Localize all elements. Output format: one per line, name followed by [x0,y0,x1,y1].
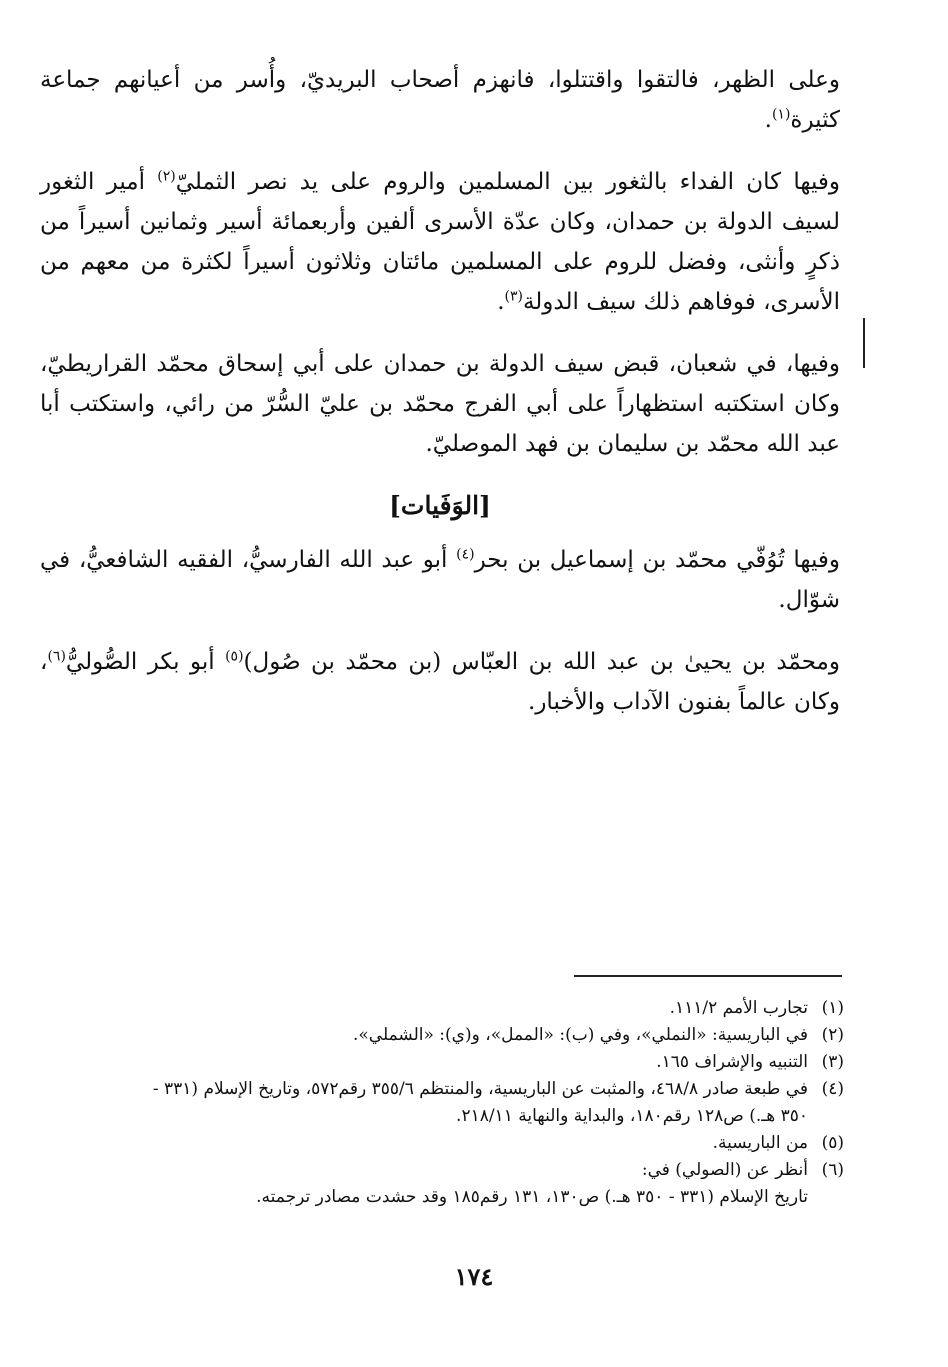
footnote-text: في طبعة صادر ٤٦٨/٨، والمثبت عن الباريسية، والمنتظم ٣٥٥/٦ رقم٥٧٢، وتاريخ الإسلام (٣٣١ - [152,1079,808,1099]
footnotes [40,995,844,1211]
footnote-ref: (٦) [47,648,66,665]
footnote-ref: (٥) [225,648,244,665]
footnote-number: (٤) [821,1079,844,1099]
footnote-continuation: تاريخ الإسلام (٣٣١ - ٣٥٠ هـ.) ص١٣٠، ١٣١ رقم١٨٥ وقد حشدت مصادر ترجمته. [256,1187,808,1207]
footnote-text: تجارب الأمم ١١١/٢. [669,998,808,1018]
paragraph-tail: . [764,107,772,133]
paragraph-battle [40,60,840,140]
footnote-number: (٣) [821,1052,844,1072]
paragraph-text: وفيها تُوُفّي محمّد بن إسماعيل بن بحر [474,547,841,573]
footnote-text: من الباريسية. [712,1133,808,1153]
paragraph-shaban [40,344,840,464]
footnote [40,1022,844,1049]
paragraph-text: ومحمّد بن يحيىٰ بن عبد الله بن العبّاس (بن محمّد بن صُول) [243,649,840,675]
footnote-text: التنبيه والإشراف ١٦٥. [656,1052,808,1072]
footnote-number: (٢) [821,1025,844,1045]
paragraph-ransom [40,162,840,322]
paragraph-text: وفيها كان الفداء بالثغور بين المسلمين والروم على يد نصر الثمليّ [175,169,840,195]
footnote [40,1076,844,1103]
paragraph-tail: ، وكان عالماً بفنون الآداب والأخبار. [40,649,840,715]
footnote-number: (٦) [821,1160,844,1180]
footnote-number: (٥) [821,1133,844,1153]
footnote [40,1157,844,1184]
footnote-ref: (٣) [504,288,523,305]
paragraph-tail: . [497,289,505,315]
footnote [40,1049,844,1076]
main-text [40,60,840,744]
section-heading: [الوَفَيات] [389,491,491,520]
paragraph-tail: أبو بكر الصُّوليُّ [65,649,226,675]
footnote-ref: (١) [771,106,791,123]
footnote-ref: (٤) [456,546,475,563]
paragraph-death-farisi [40,540,840,620]
paragraph-death-suli [40,642,840,722]
paragraph-text: وفيها، في شعبان، قبض سيف الدولة بن حمدان على أبي إسحاق محمّد القراريطيّ، وكان استكتبه استظهاراً على أبي الفرج محمّد بن عليّ السُّرّ من رائي، واستكتب أبا عبد الله محمّد بن سليمان بن فهد الموصليّ. [40,351,840,457]
footnote-continuation: ٣٥٠ هـ.) ص١٢٨ رقم١٨٠، والبداية والنهاية ٢١٨/١١. [456,1106,808,1126]
footnote-text: في الباريسية: «النملي»، وفي (ب): «الممل»، و(ي): «الشملي». [353,1025,808,1045]
paragraph-tail: أبو عبد الله الفارسيُّ، الفقيه الشافعيُّ، في شوّال. [40,547,840,613]
footnote [40,995,844,1022]
footnote-number: (١) [821,998,844,1018]
margin-mark [863,318,865,368]
paragraph-tail: أمير الثغور لسيف الدولة بن حمدان، وكان عدّة الأسرى ألفين وأربعمائة أسير وثمانين أسيراً من ذكرٍ وأنثى، وفضل للروم على المسلمين مائتان وثلاثون أسيراً لكثرة من معهم من الأسرى، فوفاهم ذلك سيف الدولة [40,169,840,315]
footnote [40,1130,844,1157]
footnote-divider [574,975,842,977]
paragraph-text: وعلى الظهر، فالتقوا واقتتلوا، فانهزم أصحاب البريديّ، وأُسر من أعيانهم جماعة كثيرة [40,67,840,133]
footnote-ref: (٢) [157,168,176,185]
page-number: ١٧٤ [454,1262,494,1291]
footnote-text: أنظر عن (الصولي) في: [641,1160,808,1180]
